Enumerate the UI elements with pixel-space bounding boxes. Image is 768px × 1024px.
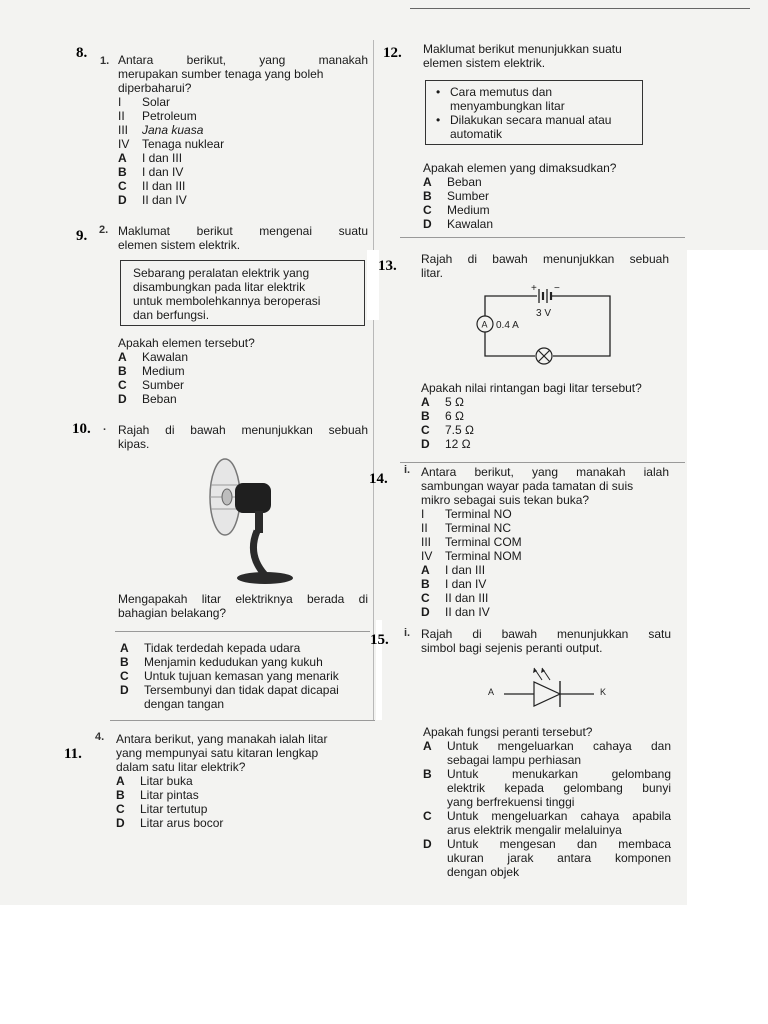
question-stem: Antara berikut, yang manakah <box>118 53 368 67</box>
battery-symbol <box>539 289 551 303</box>
paste-gap <box>687 250 768 905</box>
bullet-item-continuation: menyambungkan litar <box>450 99 565 113</box>
answer-option[interactable]: D Tersembunyi dan tidak dapat dicapai <box>120 683 339 697</box>
statement-item: I Terminal NO <box>421 507 512 521</box>
question-number: 8. <box>76 45 88 61</box>
question-13-options <box>421 381 671 451</box>
answer-option[interactable]: D 12 Ω <box>421 437 471 451</box>
question-stem: elemen sistem elektrik. <box>118 238 241 252</box>
fan-neck <box>255 511 263 533</box>
question-stem: yang mempunyai satu kitaran lengkap <box>116 746 319 760</box>
question-9-options <box>118 336 368 406</box>
question-number: 9. <box>76 228 88 244</box>
answer-option[interactable]: B Untuk menukarkan gelombang <box>423 767 671 781</box>
original-number: 4. <box>95 731 105 743</box>
question-number: 11. <box>64 746 82 762</box>
answer-option[interactable]: D Beban <box>118 392 177 406</box>
statement-item: IV Tenaga nuklear <box>118 137 225 151</box>
question-stem: Maklumat berikut menunjukkan suatu <box>423 42 622 56</box>
answer-option-continuation: sebagai lampu perhiasan <box>447 753 582 767</box>
question-14 <box>421 465 669 619</box>
answer-option[interactable]: A Untuk mengeluarkan cahaya dan <box>423 739 671 753</box>
question-stem: mikro sebagai suis tekan buka? <box>421 493 590 507</box>
statement-item: I Solar <box>118 95 171 109</box>
answer-option[interactable]: A I dan III <box>421 563 486 577</box>
answer-option[interactable]: C Sumber <box>118 378 185 392</box>
question-number: 12. <box>383 45 402 61</box>
answer-option[interactable]: A Kawalan <box>118 350 189 364</box>
fan-hub <box>222 489 232 505</box>
answer-option[interactable]: B Sumber <box>423 189 490 203</box>
answer-option[interactable]: D II dan IV <box>421 605 490 619</box>
fan-motor <box>235 483 271 513</box>
statement-item: III Jana kuasa <box>118 123 204 137</box>
fan-stand <box>253 531 265 575</box>
question-10-question <box>118 592 368 620</box>
statement-item: IV Terminal NOM <box>421 549 522 563</box>
original-number: 2. <box>99 224 109 236</box>
circuit-wire <box>551 296 610 356</box>
original-number: . <box>103 421 107 433</box>
question-stem: dalam satu litar elektrik? <box>116 760 246 774</box>
ammeter-label: A <box>481 319 488 330</box>
rule-q13-end <box>400 462 685 463</box>
question-12-options <box>423 161 668 231</box>
question-stem: Antara berikut, yang manakah ialah <box>421 465 669 479</box>
question-stem: merupakan sumber tenaga yang boleh <box>118 67 324 81</box>
answer-option[interactable]: A I dan III <box>118 151 183 165</box>
answer-option[interactable]: B I dan IV <box>421 577 487 591</box>
answer-option[interactable]: A Litar buka <box>116 774 193 788</box>
answer-option[interactable]: C Litar tertutup <box>116 802 208 816</box>
answer-option[interactable]: C Medium <box>423 203 490 217</box>
question-text: Mengapakah litar elektriknya berada di <box>118 592 368 606</box>
question-text: Apakah elemen yang dimaksudkan? <box>423 161 617 175</box>
answer-option[interactable]: D Kawalan <box>423 217 494 231</box>
rule-q12-end <box>400 237 685 238</box>
question-stem: Antara berikut, yang manakah ialah litar <box>116 732 328 746</box>
question-11 <box>116 732 366 830</box>
circuit-diagram <box>465 282 615 372</box>
info-box <box>120 260 365 326</box>
original-number: i. <box>404 627 411 639</box>
rule-q10-end <box>110 720 375 721</box>
answer-option-continuation: ukuran jarak antara komponen <box>447 851 671 865</box>
original-number: 1. <box>100 55 110 67</box>
question-stem: Rajah di bawah menunjukkan satu <box>421 627 671 641</box>
question-text: Apakah elemen tersebut? <box>118 336 255 350</box>
led-symbol <box>482 662 622 712</box>
answer-option-continuation: elektrik kepada gelombang bunyi <box>447 781 671 795</box>
question-10-options <box>120 641 380 711</box>
question-10-stem <box>118 423 368 451</box>
question-15-stem <box>421 627 671 655</box>
question-stem: simbol bagi sejenis peranti output. <box>421 641 603 655</box>
question-text: bahagian belakang? <box>118 606 227 620</box>
statement-item: II Petroleum <box>118 109 197 123</box>
led-triangle <box>534 682 560 706</box>
question-number: 10. <box>72 421 91 437</box>
statement-item: II Terminal NC <box>421 521 512 535</box>
voltage-label: 3 V <box>536 308 552 319</box>
top-rule <box>410 8 750 9</box>
question-13-stem <box>421 252 669 280</box>
question-8 <box>118 53 368 207</box>
question-number: 14. <box>369 471 388 487</box>
rule-q10-mid <box>115 631 370 632</box>
answer-option[interactable]: A 5 Ω <box>421 395 464 409</box>
column-divider <box>373 40 374 720</box>
current-label: 0.4 A <box>496 320 519 331</box>
answer-option[interactable]: C Untuk tujuan kemasan yang menarik <box>120 669 339 683</box>
answer-option-continuation: arus elektrik mengalir melaluinya <box>447 823 622 837</box>
question-stem: kipas. <box>118 437 150 451</box>
bullet-item: • Dilakukan secara manual atau <box>436 113 612 127</box>
fan-base <box>237 572 293 584</box>
answer-option[interactable]: B Medium <box>118 364 185 378</box>
question-stem: sambungan wayar pada tamatan di suis <box>421 479 634 493</box>
question-stem: litar. <box>421 266 444 280</box>
answer-option[interactable]: C II dan III <box>118 179 186 193</box>
info-line: dan berfungsi. <box>133 308 210 322</box>
answer-option-continuation: yang berfrekuensi tinggi <box>447 795 575 809</box>
bullet-item: • Cara memutus dan <box>436 85 553 99</box>
info-box <box>425 80 643 145</box>
bullet-item-continuation: automatik <box>450 127 503 141</box>
question-text: Apakah nilai rintangan bagi litar tersebut? <box>421 381 642 395</box>
statement-item: III Terminal COM <box>421 535 522 549</box>
question-stem: Maklumat berikut mengenai suatu <box>118 224 368 238</box>
answer-option[interactable]: A Beban <box>423 175 482 189</box>
question-number: 13. <box>378 258 397 274</box>
question-stem: Rajah di bawah menunjukkan sebuah <box>421 252 669 266</box>
answer-option[interactable]: C II dan III <box>421 591 489 605</box>
question-15-options <box>423 725 671 879</box>
info-line: Sebarang peralatan elektrik yang <box>133 266 310 280</box>
battery-plus-label: + <box>531 283 537 294</box>
original-number: i. <box>404 464 411 476</box>
answer-option[interactable]: D II dan IV <box>118 193 187 207</box>
answer-option[interactable]: B Litar pintas <box>116 788 199 802</box>
answer-option-continuation: dengan tangan <box>144 697 225 711</box>
lamp-symbol <box>536 348 552 364</box>
answer-option[interactable]: B I dan IV <box>118 165 184 179</box>
answer-option[interactable]: B Menjamin kedudukan yang kukuh <box>120 655 323 669</box>
answer-option[interactable]: D Untuk mengesan dan membaca <box>423 837 671 851</box>
info-line: disambungkan pada litar elektrik <box>133 280 306 294</box>
answer-option[interactable]: C Untuk mengeluarkan cahaya apabila <box>423 809 671 823</box>
question-12-stem <box>423 42 668 70</box>
fan-illustration <box>195 455 300 587</box>
info-line: untuk membolehkannya beroperasi <box>133 294 321 308</box>
question-9-stem <box>118 224 368 252</box>
anode-label: A <box>488 687 495 697</box>
question-stem: elemen sistem elektrik. <box>423 56 546 70</box>
answer-option[interactable]: A Tidak terdedah kepada udara <box>120 641 301 655</box>
battery-minus-label: − <box>554 283 560 294</box>
question-number: 15. <box>370 632 389 648</box>
question-text: Apakah fungsi peranti tersebut? <box>423 725 593 739</box>
answer-option[interactable]: B 6 Ω <box>421 409 464 423</box>
answer-option-continuation: dengan objek <box>447 865 520 879</box>
question-stem: Rajah di bawah menunjukkan sebuah <box>118 423 368 437</box>
cathode-label: K <box>600 687 607 697</box>
question-stem: diperbaharui? <box>118 81 192 95</box>
answer-option[interactable]: D Litar arus bocor <box>116 816 224 830</box>
answer-option[interactable]: C 7.5 Ω <box>421 423 474 437</box>
